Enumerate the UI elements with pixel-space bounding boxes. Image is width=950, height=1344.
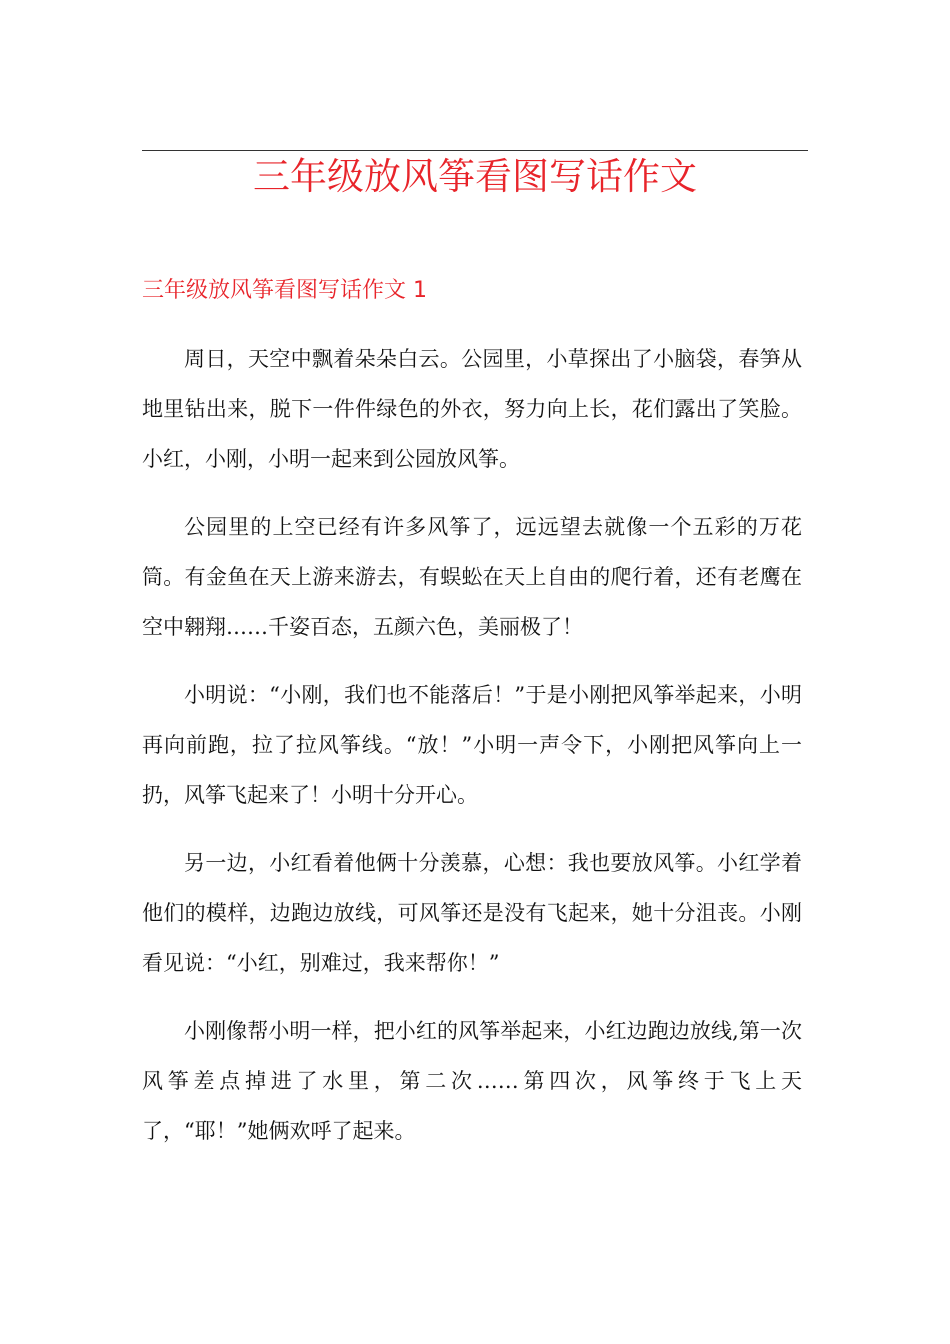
paragraph-5: 小刚像帮小明一样，把小红的风筝举起来，小红边跑边放线,第一次风筝差点掉进了水里，第二次……第四次，风筝终于飞上天了，“耶！”她俩欢呼了起来。 [142,1019,802,1143]
paragraph-4: 另一边，小红看着他俩十分羡慕，心想：我也要放风筝。小红学着他们的模样，边跑边放线，可风筝还是没有飞起来，她十分沮丧。小刚看见说：“小红，别难过，我来帮你！” [142,851,802,975]
header-rule [142,150,808,151]
paragraph-3: 小明说：“小刚，我们也不能落后！”于是小刚把风筝举起来，小明再向前跑，拉了拉风筝线。“放！”小明一声令下，小刚把风筝向上一扔，风筝飞起来了！小明十分开心。 [142,683,802,807]
document-title: 三年级放风筝看图写话作文 [253,155,697,198]
section-heading: 三年级放风筝看图写话作文 1 [142,278,427,303]
paragraph-1: 周日，天空中飘着朵朵白云。公园里，小草探出了小脑袋，春笋从地里钻出来，脱下一件件绿色的外衣，努力向上长，花们露出了笑脸。小红，小刚，小明一起来到公园放风筝。 [142,347,802,471]
essay-body [142,334,802,1174]
paragraph-2: 公园里的上空已经有许多风筝了，远远望去就像一个五彩的万花筒。有金鱼在天上游来游去，有蜈蚣在天上自由的爬行着，还有老鹰在空中翱翔……千姿百态，五颜六色，美丽极了！ [142,515,802,639]
